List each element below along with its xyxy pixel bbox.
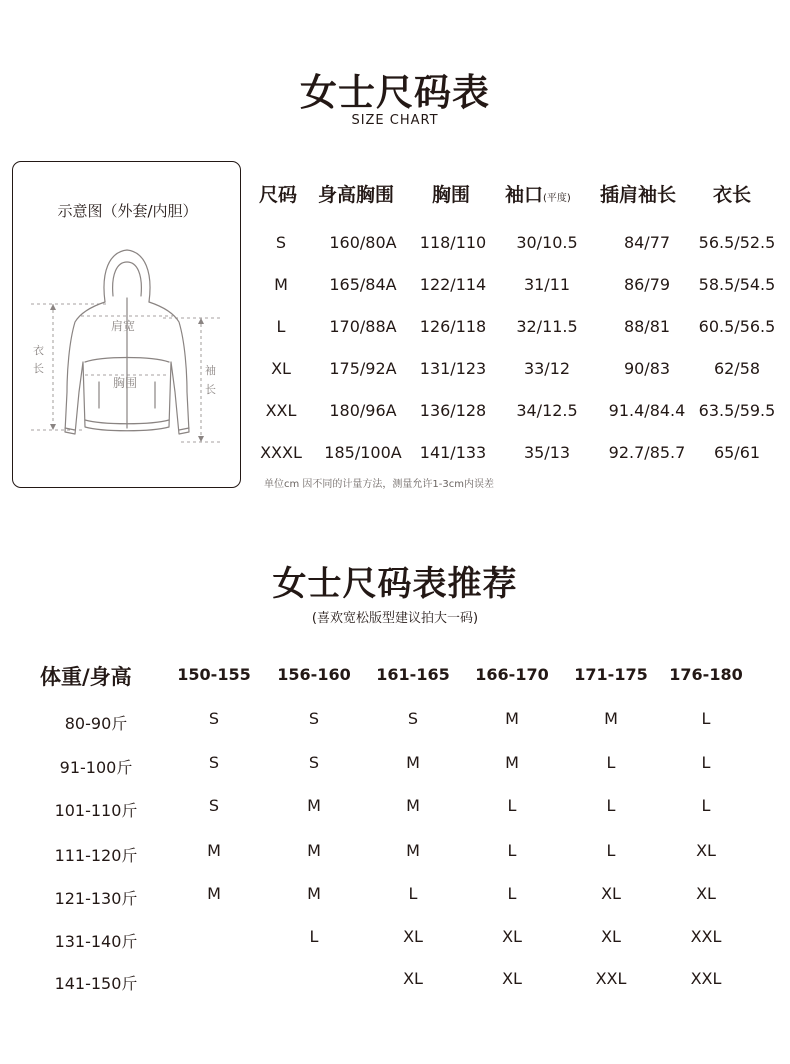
recommend-size-cell: M bbox=[406, 841, 420, 860]
length-label-1: 衣 bbox=[33, 344, 44, 357]
jacket-diagram-icon bbox=[13, 232, 242, 447]
size-cell-size: M bbox=[274, 275, 288, 294]
recommend-size-cell: M bbox=[307, 796, 321, 815]
size-cell-chest: 131/123 bbox=[419, 359, 487, 378]
weight-label: 91-100斤 bbox=[59, 758, 133, 777]
recommend-size-cell: M bbox=[505, 753, 519, 772]
recommend-size-cell: XL bbox=[601, 884, 621, 903]
length-label-2: 长 bbox=[33, 362, 44, 375]
weight-label: 101-110斤 bbox=[54, 801, 138, 820]
recommend-size-cell: XXL bbox=[690, 969, 722, 988]
diagram-panel bbox=[12, 161, 241, 488]
size-cell-cuff: 32/11.5 bbox=[516, 317, 578, 336]
size-cell-chest: 141/133 bbox=[419, 443, 487, 462]
sleeve-label-2: 长 bbox=[205, 383, 216, 396]
col-header-size: 尺码 bbox=[259, 184, 298, 206]
recommend-size-cell: XL bbox=[403, 927, 423, 946]
weight-label: 80-90斤 bbox=[64, 714, 128, 733]
size-cell-height-chest: 170/88A bbox=[329, 317, 397, 336]
size-cell-height-chest: 160/80A bbox=[329, 233, 397, 252]
col-header-chest: 胸围 bbox=[432, 184, 471, 206]
cuff-header-text: 袖口 bbox=[505, 184, 544, 206]
height-header: 156-160 bbox=[277, 665, 351, 684]
recommend-size-cell: L bbox=[507, 796, 517, 815]
weight-label: 141-150斤 bbox=[54, 974, 138, 993]
height-header: 171-175 bbox=[574, 665, 648, 684]
recommend-size-cell: M bbox=[307, 841, 321, 860]
recommend-size-cell: XL bbox=[696, 884, 716, 903]
chest-label: 胸围 bbox=[113, 376, 138, 390]
diagram-title: 示意图（外套/内胆） bbox=[57, 202, 198, 220]
page-title: 女士尺码表 bbox=[300, 71, 490, 114]
recommend-size-cell: S bbox=[308, 709, 320, 728]
size-cell-cuff: 31/11 bbox=[523, 275, 571, 294]
col-header-length: 衣长 bbox=[713, 184, 752, 206]
recommend-size-cell: L bbox=[606, 753, 616, 772]
size-cell-sleeve: 86/79 bbox=[623, 275, 671, 294]
col-header-sleeve: 插肩袖长 bbox=[600, 184, 677, 206]
size-cell-height-chest: 175/92A bbox=[329, 359, 397, 378]
recommend-title: 女士尺码表推荐 bbox=[272, 564, 518, 604]
height-header: 150-155 bbox=[177, 665, 251, 684]
recommend-size-cell: M bbox=[207, 884, 221, 903]
recommend-size-cell: M bbox=[207, 841, 221, 860]
size-cell-height-chest: 185/100A bbox=[324, 443, 402, 462]
recommend-size-cell: XL bbox=[502, 927, 522, 946]
height-header: 176-180 bbox=[669, 665, 743, 684]
recommend-size-cell: S bbox=[208, 796, 220, 815]
size-cell-height-chest: 165/84A bbox=[329, 275, 397, 294]
weight-label: 111-120斤 bbox=[54, 846, 138, 865]
size-cell-sleeve: 84/77 bbox=[623, 233, 671, 252]
recommend-size-cell: M bbox=[406, 753, 420, 772]
recommend-size-cell: S bbox=[308, 753, 320, 772]
recommend-size-cell: S bbox=[208, 753, 220, 772]
sleeve-label-1: 袖 bbox=[205, 364, 216, 377]
size-cell-chest: 126/118 bbox=[419, 317, 487, 336]
size-cell-sleeve: 91.4/84.4 bbox=[608, 401, 686, 420]
size-cell-length: 56.5/52.5 bbox=[698, 233, 776, 252]
size-cell-size: S bbox=[275, 233, 287, 252]
size-cell-length: 63.5/59.5 bbox=[698, 401, 776, 420]
recommend-size-cell: XL bbox=[601, 927, 621, 946]
recommend-size-cell: M bbox=[604, 709, 618, 728]
recommend-size-cell: M bbox=[307, 884, 321, 903]
height-header: 166-170 bbox=[475, 665, 549, 684]
recommend-size-cell: L bbox=[606, 841, 616, 860]
recommend-size-cell: L bbox=[507, 884, 517, 903]
recommend-corner-header: 体重/身高 bbox=[40, 665, 132, 689]
size-cell-sleeve: 88/81 bbox=[623, 317, 671, 336]
size-cell-length: 65/61 bbox=[713, 443, 761, 462]
recommend-subtitle: (喜欢宽松版型建议拍大一码) bbox=[311, 611, 479, 626]
recommend-size-cell: L bbox=[701, 753, 711, 772]
recommend-size-cell: M bbox=[505, 709, 519, 728]
size-cell-cuff: 34/12.5 bbox=[516, 401, 578, 420]
size-cell-size: XXXL bbox=[260, 443, 302, 462]
size-cell-cuff: 33/12 bbox=[523, 359, 571, 378]
size-cell-chest: 118/110 bbox=[419, 233, 487, 252]
size-cell-size: XL bbox=[271, 359, 291, 378]
cuff-header-note: (平度) bbox=[543, 193, 571, 204]
size-cell-size: L bbox=[276, 317, 286, 336]
page-subtitle: SIZE CHART bbox=[351, 113, 439, 128]
col-header-cuff bbox=[505, 180, 571, 207]
size-cell-cuff: 35/13 bbox=[523, 443, 571, 462]
recommend-size-cell: XXL bbox=[690, 927, 722, 946]
recommend-size-cell: XXL bbox=[595, 969, 627, 988]
recommend-size-cell: XL bbox=[403, 969, 423, 988]
measurement-note: 单位cm 因不同的计量方法，测量允许1-3cm内误差 bbox=[264, 479, 494, 490]
size-cell-sleeve: 90/83 bbox=[623, 359, 671, 378]
weight-label: 121-130斤 bbox=[54, 889, 138, 908]
recommend-size-cell: S bbox=[407, 709, 419, 728]
size-cell-cuff: 30/10.5 bbox=[516, 233, 578, 252]
size-cell-length: 60.5/56.5 bbox=[698, 317, 776, 336]
recommend-size-cell: XL bbox=[502, 969, 522, 988]
height-header: 161-165 bbox=[376, 665, 450, 684]
size-cell-sleeve: 92.7/85.7 bbox=[608, 443, 686, 462]
recommend-size-cell: L bbox=[701, 709, 711, 728]
size-cell-size: XXL bbox=[265, 401, 297, 420]
recommend-size-cell: L bbox=[408, 884, 418, 903]
col-header-height-chest: 身高胸围 bbox=[318, 184, 395, 206]
weight-label: 131-140斤 bbox=[54, 932, 138, 951]
recommend-size-cell: L bbox=[606, 796, 616, 815]
recommend-size-cell: L bbox=[309, 927, 319, 946]
shoulder-label: 肩宽 bbox=[111, 319, 136, 333]
size-cell-length: 62/58 bbox=[713, 359, 761, 378]
recommend-size-cell: L bbox=[507, 841, 517, 860]
size-cell-chest: 122/114 bbox=[419, 275, 487, 294]
size-cell-height-chest: 180/96A bbox=[329, 401, 397, 420]
recommend-size-cell: L bbox=[701, 796, 711, 815]
size-cell-chest: 136/128 bbox=[419, 401, 487, 420]
recommend-size-cell: XL bbox=[696, 841, 716, 860]
recommend-size-cell: M bbox=[406, 796, 420, 815]
size-cell-length: 58.5/54.5 bbox=[698, 275, 776, 294]
recommend-size-cell: S bbox=[208, 709, 220, 728]
